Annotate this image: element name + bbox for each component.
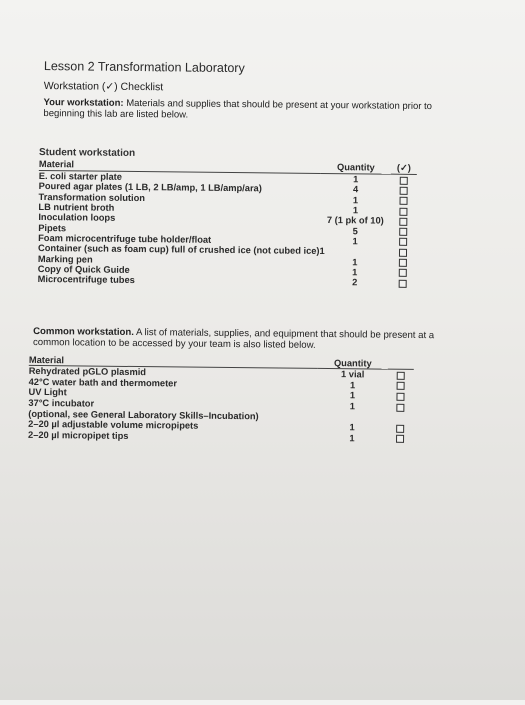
quantity-cell: 1 — [349, 422, 355, 433]
checkbox[interactable] — [399, 218, 407, 226]
quantity-cell: 1 — [349, 433, 355, 444]
checkbox[interactable] — [396, 393, 404, 401]
material-cell: Microcentrifuge tubes — [37, 274, 135, 286]
checkbox[interactable] — [399, 228, 407, 236]
student-checklist-table — [38, 158, 417, 288]
checkbox[interactable] — [399, 269, 407, 277]
checkbox[interactable] — [400, 197, 408, 205]
common-intro-prefix: Common workstation. — [33, 325, 134, 338]
checkbox[interactable] — [397, 382, 405, 390]
material-cell: Rehydrated pGLO plasmid — [28, 366, 147, 378]
quantity-cell: 5 — [352, 225, 358, 236]
material-cell: 2–20 µl micropipet tips — [28, 429, 129, 441]
checkbox[interactable] — [397, 372, 405, 380]
quantity-cell: 4 — [353, 184, 359, 195]
quantity-cell: 2 — [352, 277, 358, 288]
student-section-label: Student workstation — [38, 146, 136, 160]
checkbox[interactable] — [396, 403, 404, 411]
material-cell: Transformation solution — [38, 191, 146, 203]
col-material-header: Material — [39, 158, 321, 173]
checkbox[interactable] — [399, 279, 407, 287]
material-cell: 42°C water bath and thermometer — [28, 376, 178, 389]
checkbox[interactable] — [400, 176, 408, 184]
quantity-cell: 7 (1 pk of 10) — [326, 215, 384, 226]
quantity-cell: 1 — [349, 401, 356, 412]
quantity-cell: 1 — [349, 390, 356, 401]
col-quantity-header: Quantity — [321, 161, 391, 174]
checkbox[interactable] — [400, 187, 408, 195]
material-cell: Inoculation loops — [38, 212, 116, 224]
material-cell: Pipets — [38, 222, 67, 233]
page-title: Lesson 2 Transformation Laboratory — [43, 59, 245, 76]
material-cell: Copy of Quick Guide — [37, 263, 130, 275]
intro-prefix: Your workstation: — [43, 97, 124, 109]
material-cell: UV Light — [28, 387, 67, 398]
common-intro-text: A list of materials, supplies, and equipment that should be present at a common location to be accessed by your team is also listed below. — [32, 326, 435, 351]
checkbox[interactable] — [399, 238, 407, 246]
quantity-cell: 1 — [349, 380, 356, 391]
page-subtitle: Workstation (✓) Checklist — [43, 80, 164, 94]
checkbox[interactable] — [399, 207, 407, 215]
quantity-cell: 1 vial — [341, 369, 365, 380]
quantity-cell: 1 — [352, 205, 359, 216]
quantity-cell: 1 — [352, 267, 358, 278]
checkbox[interactable] — [396, 435, 404, 443]
quantity-cell: 1 — [353, 174, 359, 185]
material-cell: (optional, see General Laboratory Skills–Incubation) — [28, 408, 259, 421]
material-cell: Marking pen — [37, 253, 93, 265]
material-cell: 2–20 µl adjustable volume micropipets — [28, 419, 199, 431]
col-quantity-header: Quantity — [318, 357, 388, 369]
material-cell: LB nutrient broth — [38, 202, 115, 213]
quantity-cell: 1 — [352, 195, 359, 206]
common-checklist-table — [28, 354, 414, 444]
workstation-intro — [43, 97, 443, 123]
checkbox[interactable] — [399, 249, 407, 257]
material-cell: Poured agar plates (1 LB, 2 LB/amp, 1 LB/amp/ara) — [38, 181, 262, 194]
checkbox[interactable] — [396, 425, 404, 433]
quantity-cell: 1 — [352, 236, 358, 247]
material-cell: 37°C incubator — [28, 397, 95, 409]
col-check-header: (✓) — [391, 162, 417, 175]
material-cell: E. coli starter plate — [38, 171, 123, 183]
common-intro — [33, 326, 453, 352]
checkbox[interactable] — [399, 259, 407, 267]
material-cell: Container (such as foam cup) full of crushed ice (not cubed ice)1 — [37, 243, 325, 257]
material-cell: Foam microcentrifuge tube holder/float — [38, 232, 212, 245]
quantity-cell: 1 — [352, 256, 358, 267]
intro-text: Materials and supplies that should be present at your workstation prior to beginning this lab are listed below. — [43, 97, 433, 121]
col-material-header: Material — [29, 354, 318, 369]
